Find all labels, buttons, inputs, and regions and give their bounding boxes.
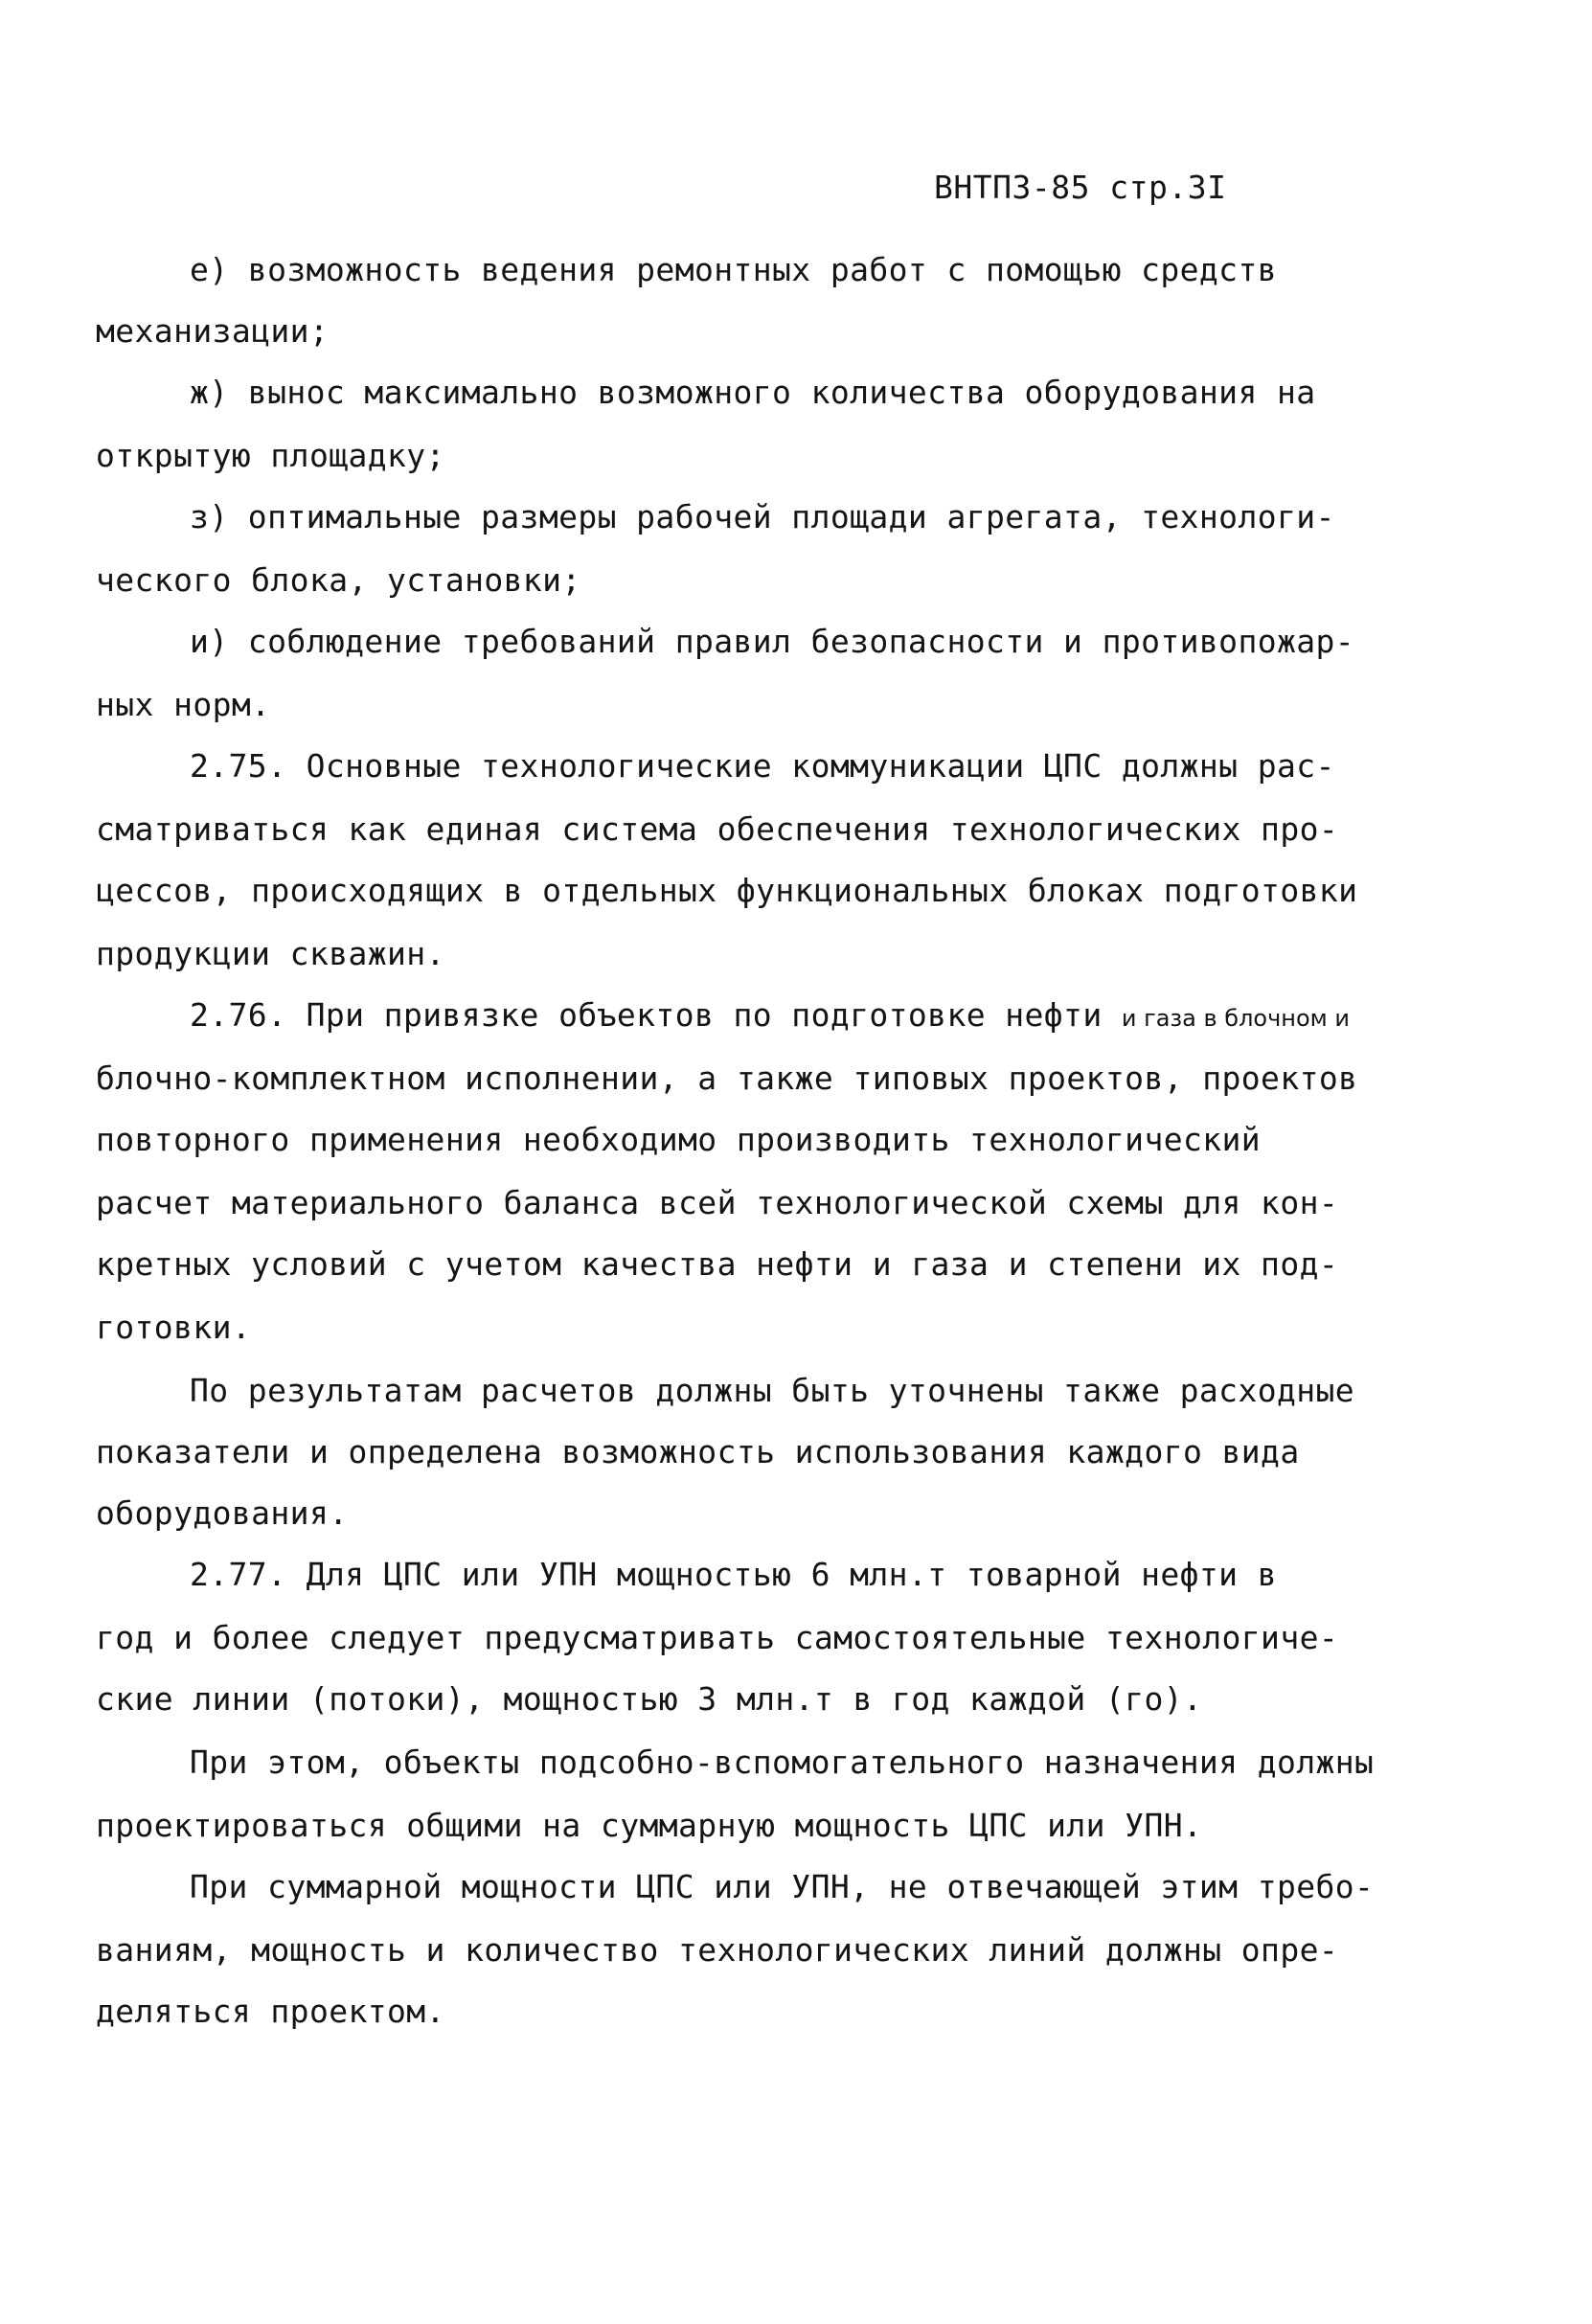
text-line: деляться проектом. <box>96 1993 445 2030</box>
handwritten-insert: и газа в блочном и <box>1121 1005 1350 1032</box>
text-line: 2.75. Основные технологические коммуникации ЦПС должны рас- <box>190 747 1335 785</box>
text-line: е) возможность ведения ремонтных работ с помощью средств <box>190 251 1277 288</box>
text-line: ных норм. <box>96 686 271 723</box>
text-line: з) оптимальные размеры рабочей площади агрегата, технологи- <box>190 498 1335 535</box>
text-line: ские линии (потоки), мощностью 3 млн.т в год каждой (го). <box>96 1680 1203 1718</box>
text-line: открытую площадку; <box>96 437 445 474</box>
text-line: кретных условий с учетом качества нефти и газа и степени их под- <box>96 1245 1339 1283</box>
text-line: продукции скважин. <box>96 935 445 972</box>
text-line: показатели и определена возможность использования каждого вида <box>96 1433 1300 1470</box>
text-line: проектироваться общими на суммарную мощность ЦПС или УПН. <box>96 1807 1203 1844</box>
text-line: По результатам расчетов должны быть уточнены также расходные <box>190 1372 1355 1409</box>
text-line: ческого блока, установки; <box>96 561 581 599</box>
text-line: ваниям, мощность и количество технологических линий должны опре- <box>96 1931 1339 1969</box>
text-line: ж) вынос максимально возможного количества оборудования на <box>190 374 1316 411</box>
text-line: При суммарной мощности ЦПС или УПН, не отвечающей этим требо- <box>190 1868 1375 1905</box>
text-line: 2.77. Для ЦПС или УПН мощностью 6 млн.т товарной нефти в <box>190 1556 1277 1593</box>
text-line <box>190 996 1350 1037</box>
text-line: готовки. <box>96 1309 252 1346</box>
text-line: При этом, объекты подсобно-вспомогательного назначения должны <box>190 1743 1375 1781</box>
text-line: блочно-комплектном исполнении, а также типовых проектов, проектов <box>96 1059 1358 1097</box>
typed-text: 2.76. При привязке объектов по подготовке нефти <box>190 996 1103 1034</box>
text-line: расчет материального баланса всей технологической схемы для кон- <box>96 1184 1339 1221</box>
text-line: и) соблюдение требований правил безопасности и противопожар- <box>190 623 1355 660</box>
text-line: сматриваться как единая система обеспечения технологических про- <box>96 810 1339 848</box>
page-header: ВНТПЗ-85 стр.3I <box>934 169 1227 206</box>
text-line: механизации; <box>96 312 330 350</box>
text-line: оборудования. <box>96 1494 349 1532</box>
text-line: год и более следует предусматривать самостоятельные технологиче- <box>96 1619 1339 1656</box>
text-line: повторного применения необходимо производить технологический <box>96 1121 1262 1158</box>
text-line: цессов, происходящих в отдельных функциональных блоках подготовки <box>96 872 1358 909</box>
